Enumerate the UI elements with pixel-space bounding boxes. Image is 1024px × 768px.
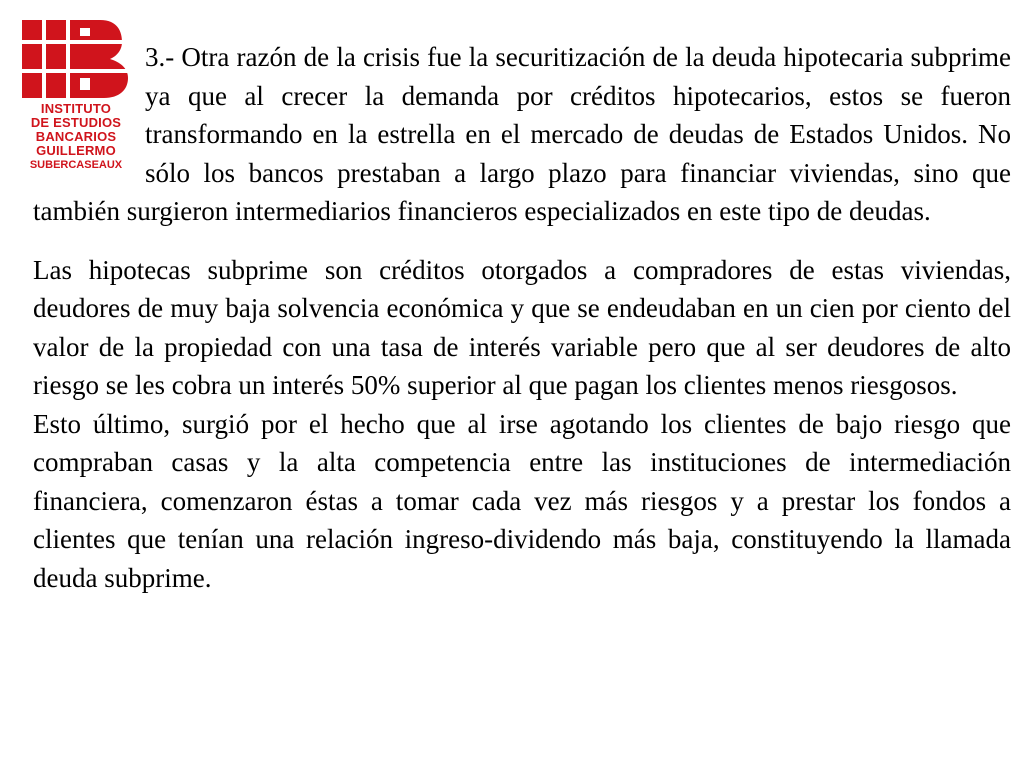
- logo-line-4: GUILLERMO: [36, 143, 116, 158]
- logo-line-2: DE ESTUDIOS: [30, 115, 122, 130]
- logo-line-3: BANCARIOS: [35, 129, 117, 144]
- paragraph-1: 3.- Otra razón de la crisis fue la securitización de la deuda hipotecaria subprime ya que al crecer la demanda por créditos hipotecarios, estos se fueron transformando en la estrella en el mercado de deudas de Estados Unidos. No sólo los bancos prestaban a largo plazo para financiar viviendas, sino que también surgieron intermediarios financieros especializados en este tipo de deudas.: [33, 42, 1011, 226]
- paragraph-2: Las hipotecas subprime son créditos otorgados a compradores de estas viviendas, deudores de muy baja solvencia económica y que se endeudaban en un cien por ciento del valor de la propiedad con una tasa de interés variable pero que al ser deudores de alto riesgo se les cobra un interés 50% superior al que pagan los clientes menos riesgosos.: [33, 254, 1011, 400]
- logo-wrap-spacer: [33, 38, 145, 154]
- paragraph-3: Esto último, surgió por el hecho que al irse agotando los clientes de bajo riesgo que compraban casas y la alta competencia entre las instituciones de intermediación financiera, comenzaron éstas a tomar cada vez más riesgos y a prestar los fondos a clientes que tenían una relación ingreso-dividendo más baja, constituyendo la llamada deuda subprime.: [33, 408, 1011, 593]
- logo-line-5: SUBERCASEAUX: [29, 159, 123, 171]
- body-text: [33, 38, 1011, 597]
- logo-line-1: INSTITUTO: [40, 101, 112, 116]
